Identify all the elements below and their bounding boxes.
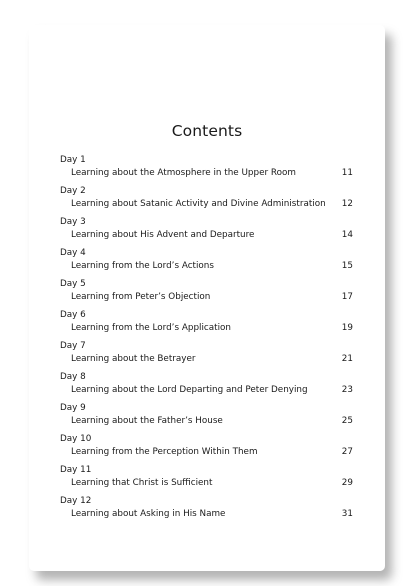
entry-page-number: 29 xyxy=(341,478,353,488)
entry-page-number: 17 xyxy=(341,292,353,302)
toc-entry-day-8 xyxy=(60,372,356,403)
toc-entry-day-9 xyxy=(60,403,356,434)
entry-title: Learning about the Father’s House xyxy=(71,416,223,426)
entry-day-label: Day 1 xyxy=(60,155,86,165)
entry-page-number: 12 xyxy=(341,199,353,209)
entry-title: Learning about the Betrayer xyxy=(71,354,196,364)
entry-day-label: Day 5 xyxy=(60,279,86,289)
contents-heading: Contents xyxy=(171,122,243,140)
entry-day-label: Day 6 xyxy=(60,310,86,320)
entry-day-label: Day 4 xyxy=(60,248,86,258)
entry-title: Learning from Peter’s Objection xyxy=(71,292,211,302)
toc-entry-day-1 xyxy=(60,155,356,186)
entry-title: Learning about the Lord Departing and Peter Denying xyxy=(71,385,308,395)
toc-entry-day-7 xyxy=(60,341,356,372)
toc-entries xyxy=(60,155,356,527)
book-page xyxy=(29,25,385,571)
entry-day-label: Day 8 xyxy=(60,372,86,382)
entry-page-number: 19 xyxy=(341,323,353,333)
entry-page-number: 23 xyxy=(341,385,353,395)
entry-page-number: 15 xyxy=(341,261,353,271)
entry-title: Learning from the Lord’s Actions xyxy=(71,261,214,271)
entry-day-label: Day 7 xyxy=(60,341,86,351)
toc-entry-day-2 xyxy=(60,186,356,217)
toc-entry-day-4 xyxy=(60,248,356,279)
entry-day-label: Day 3 xyxy=(60,217,86,227)
entry-title: Learning about the Atmosphere in the Upper Room xyxy=(71,168,296,178)
entry-page-number: 27 xyxy=(341,447,353,457)
toc-entry-day-6 xyxy=(60,310,356,341)
entry-day-label: Day 9 xyxy=(60,403,86,413)
entry-page-number: 21 xyxy=(341,354,353,364)
entry-day-label: Day 10 xyxy=(60,434,92,444)
entry-title: Learning about Asking in His Name xyxy=(71,509,226,519)
entry-title: Learning that Christ is Sufficient xyxy=(71,478,213,488)
entry-title: Learning from the Lord’s Application xyxy=(71,323,231,333)
entry-title: Learning from the Perception Within Them xyxy=(71,447,258,457)
toc-entry-day-5 xyxy=(60,279,356,310)
entry-page-number: 31 xyxy=(341,509,353,519)
entry-page-number: 14 xyxy=(341,230,353,240)
entry-day-label: Day 2 xyxy=(60,186,86,196)
entry-page-number: 25 xyxy=(341,416,353,426)
entry-title: Learning about Satanic Activity and Divine Administration xyxy=(71,199,326,209)
toc-entry-day-11 xyxy=(60,465,356,496)
toc-entry-day-3 xyxy=(60,217,356,248)
entry-day-label: Day 11 xyxy=(60,465,92,475)
toc-entry-day-12 xyxy=(60,496,356,527)
entry-title: Learning about His Advent and Departure xyxy=(71,230,255,240)
entry-day-label: Day 12 xyxy=(60,496,92,506)
toc-entry-day-10 xyxy=(60,434,356,465)
entry-page-number: 11 xyxy=(341,168,353,178)
